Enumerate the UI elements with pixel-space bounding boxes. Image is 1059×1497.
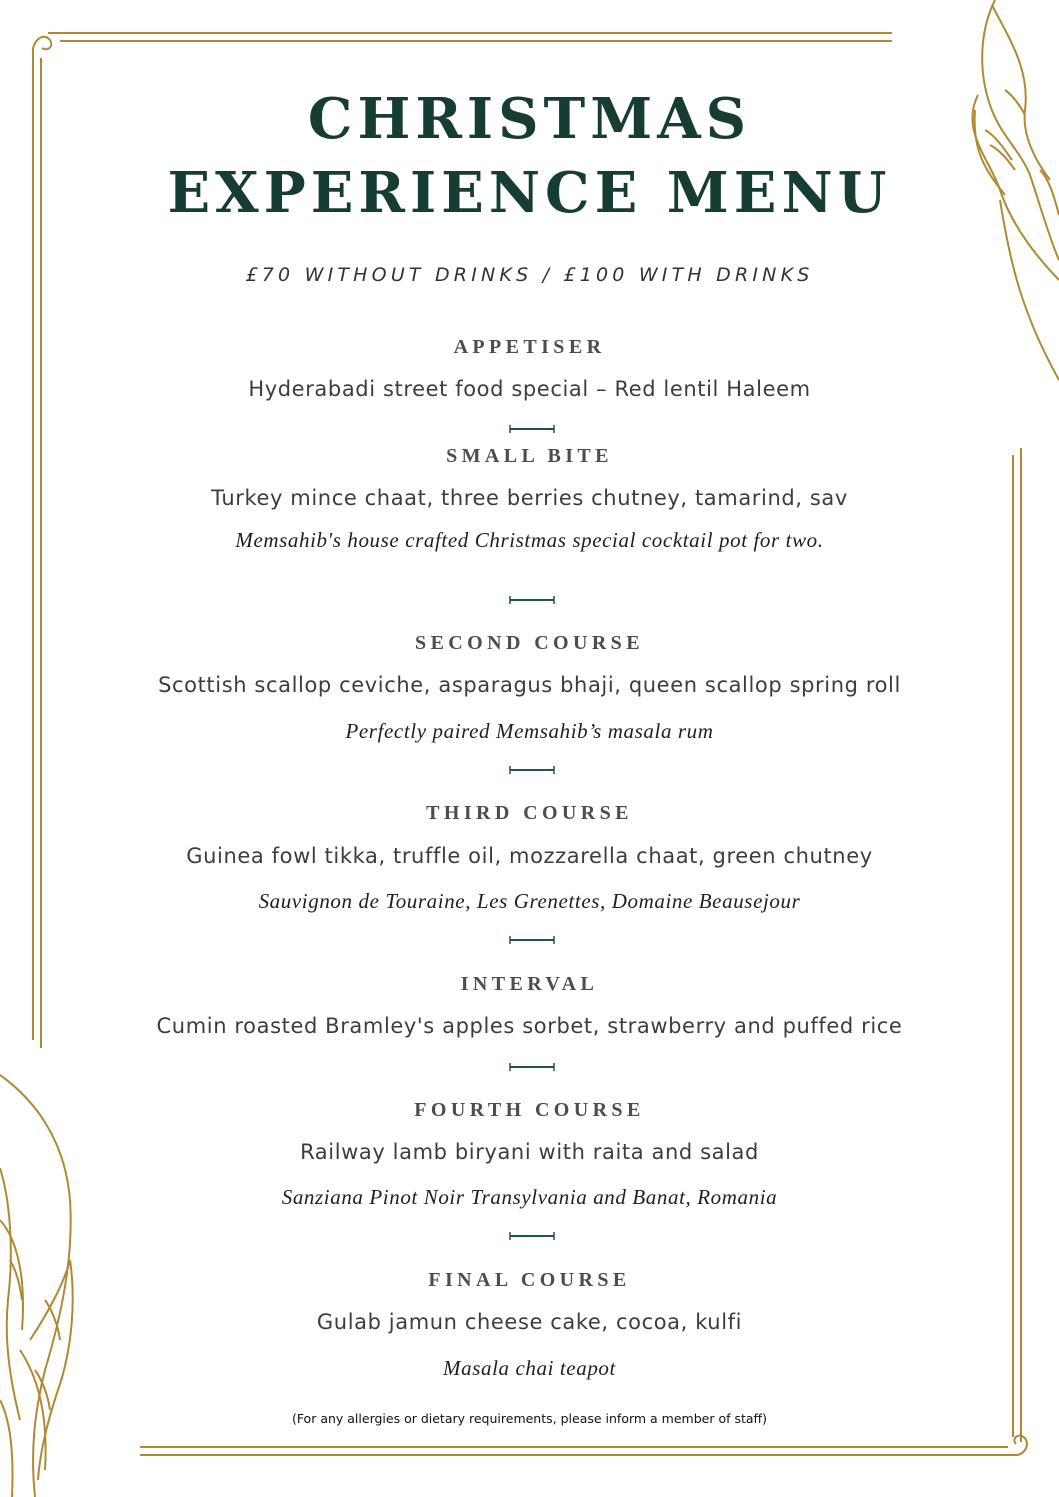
title-line-1: CHRISTMAS [307,86,752,152]
allergy-note: (For any allergies or dietary requirements, please inform a member of staff) [291,1411,768,1426]
course-heading-small-bite: SMALL BITE [446,445,613,467]
course-dish-small-bite: Turkey mince chaat, three berries chutney, tamarind, sav [211,486,848,510]
course-divider [508,1063,556,1071]
price-line: £70 WITHOUT DRINKS / £100 WITH DRINKS [245,264,814,286]
course-heading-fourth: FOURTH COURSE [414,1099,645,1121]
menu-title [0,82,1059,230]
course-divider [508,596,556,604]
course-dish-third: Guinea fowl tikka, truffle oil, mozzarella chaat, green chutney [186,844,873,868]
course-heading-third: THIRD COURSE [426,802,633,824]
course-divider [508,936,556,944]
course-pairing-final: Masala chai teapot [443,1356,616,1380]
course-pairing-third: Sauvignon de Touraine, Les Grenettes, Domaine Beausejour [258,889,801,913]
course-pairing-second: Perfectly paired Memsahib’s masala rum [345,719,714,743]
course-heading-appetiser: APPETISER [453,336,606,358]
course-divider [508,1232,556,1240]
course-pairing-small-bite: Memsahib's house crafted Christmas special cocktail pot for two. [235,528,824,552]
course-heading-second: SECOND COURSE [415,632,644,654]
title-line-2: EXPERIENCE MENU [167,160,892,226]
course-dish-interval: Cumin roasted Bramley's apples sorbet, strawberry and puffed rice [156,1014,903,1038]
course-dish-final: Gulab jamun cheese cake, cocoa, kulfi [316,1310,743,1334]
course-heading-final: FINAL COURSE [428,1269,631,1291]
course-divider [508,766,556,774]
course-dish-fourth: Railway lamb biryani with raita and salad [300,1140,759,1164]
course-dish-appetiser: Hyderabadi street food special – Red lentil Haleem [248,377,811,401]
course-pairing-fourth: Sanziana Pinot Noir Transylvania and Banat, Romania [281,1185,778,1209]
course-dish-second: Scottish scallop ceviche, asparagus bhaji, queen scallop spring roll [158,673,901,697]
course-heading-interval: INTERVAL [460,973,599,995]
course-divider [508,425,556,433]
